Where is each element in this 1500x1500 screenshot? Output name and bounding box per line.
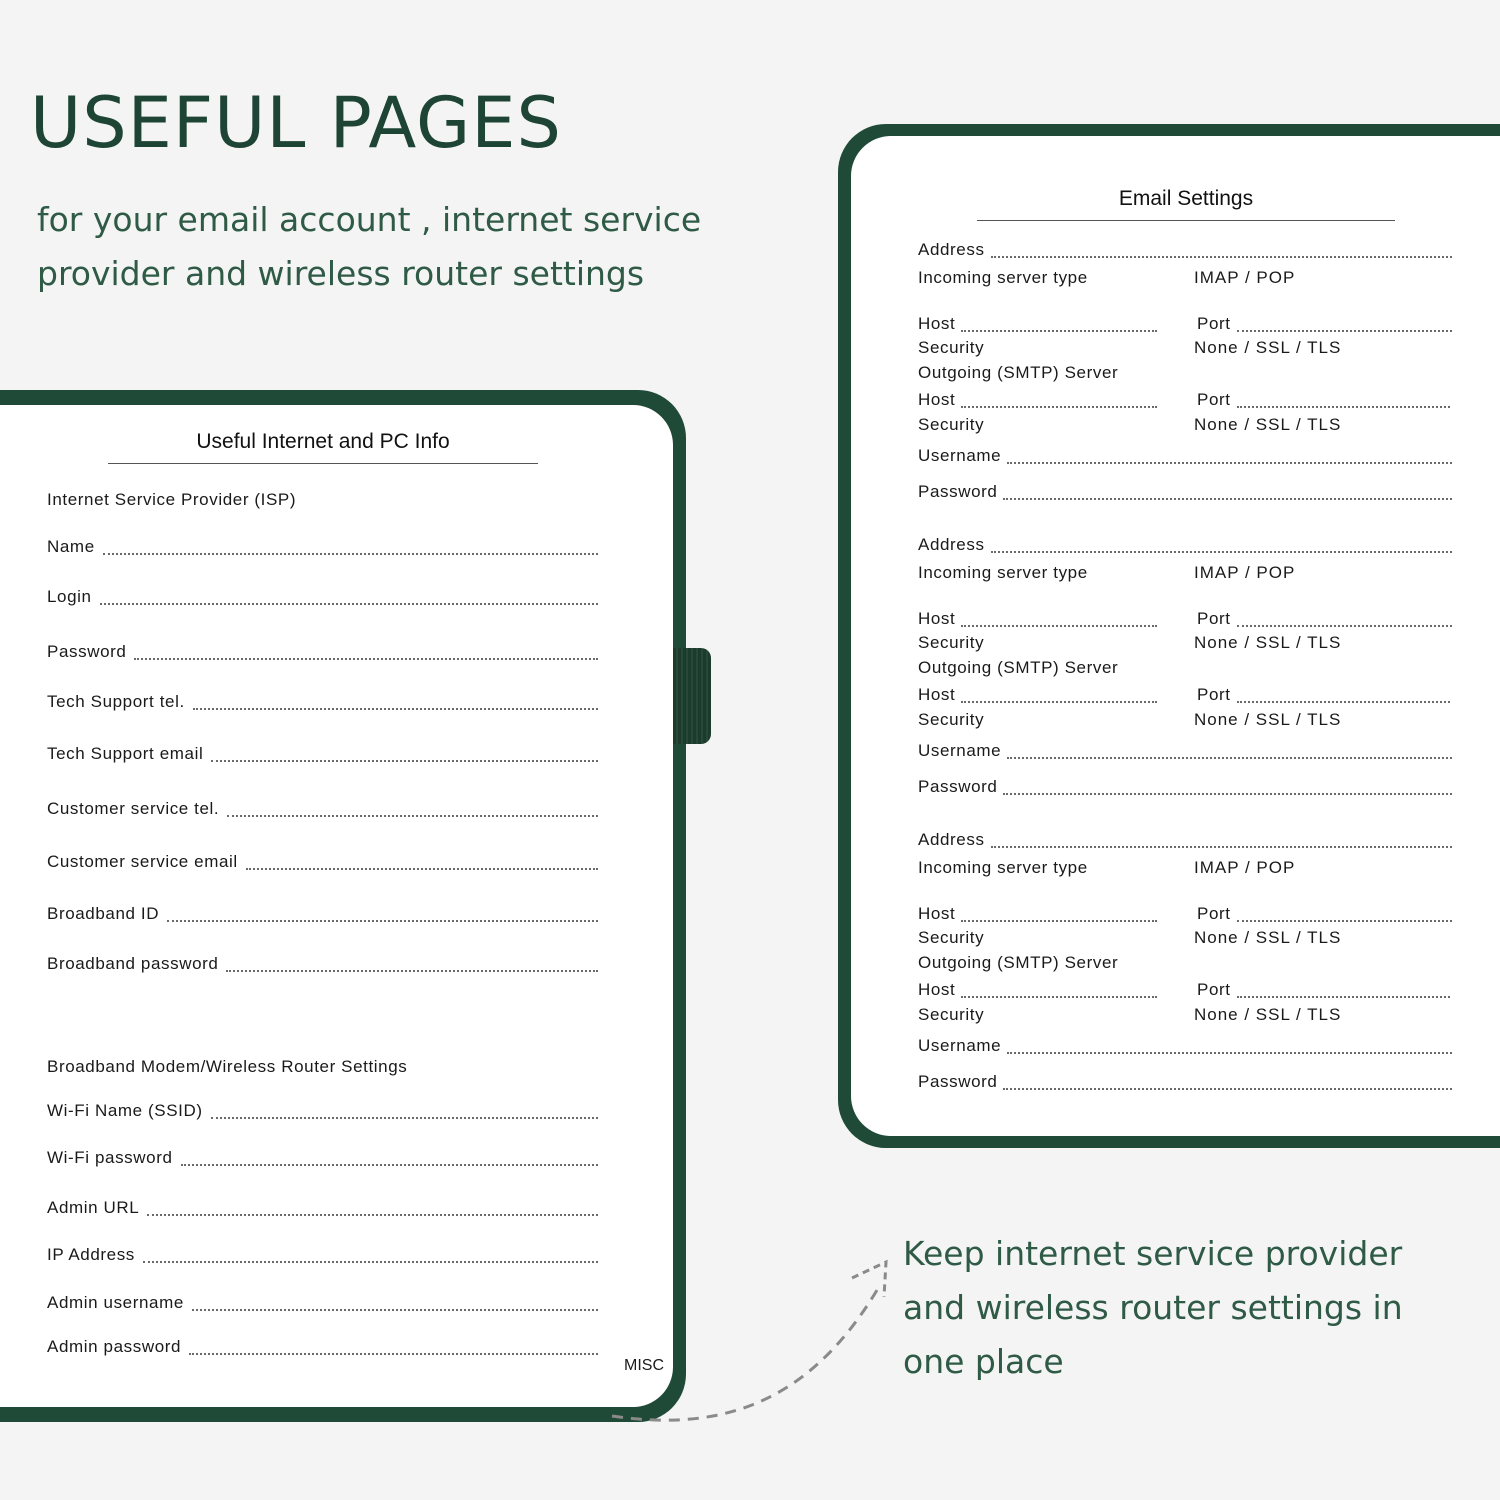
router-field-label: Wi-Fi Name (SSID) — [47, 1101, 203, 1120]
security-label: Security — [918, 415, 985, 434]
outgoing-server-label: Outgoing (SMTP) Server — [918, 953, 1119, 972]
security-label: Security — [918, 338, 985, 357]
username-label: Username — [918, 1036, 1002, 1055]
incoming-options: IMAP / POP — [1194, 563, 1296, 582]
isp-field-label: Tech Support tel. — [47, 692, 185, 711]
security-options: None / SSL / TLS — [1194, 415, 1342, 434]
incoming-server-type-label: Incoming server type — [918, 858, 1088, 877]
isp-field-label: Name — [47, 537, 95, 556]
caption-line: Keep internet service provider — [903, 1234, 1403, 1273]
incoming-options: IMAP / POP — [1194, 858, 1296, 877]
router-field-label: Admin URL — [47, 1198, 140, 1217]
host-label: Host — [918, 904, 956, 923]
host-label: Host — [918, 390, 956, 409]
isp-field-label: Password — [47, 642, 127, 661]
router-field-label: Wi-Fi password — [47, 1148, 173, 1167]
caption-line: one place — [903, 1342, 1064, 1381]
incoming-server-type-label: Incoming server type — [918, 563, 1088, 582]
password-label: Password — [918, 1072, 998, 1091]
incoming-server-type-label: Incoming server type — [918, 268, 1088, 287]
host-label: Host — [918, 609, 956, 628]
isp-field-label: Tech Support email — [47, 744, 204, 763]
caption-line: and wireless router settings in — [903, 1288, 1403, 1327]
port-label: Port — [1197, 904, 1231, 923]
isp-field-label: Broadband password — [47, 954, 219, 973]
security-options: None / SSL / TLS — [1194, 633, 1342, 652]
password-label: Password — [918, 777, 998, 796]
isp-field-label: Broadband ID — [47, 904, 160, 923]
headline: USEFUL PAGES — [30, 82, 562, 164]
username-label: Username — [918, 741, 1002, 760]
host-label: Host — [918, 314, 956, 333]
isp-field-label: Customer service email — [47, 852, 238, 871]
port-label: Port — [1197, 685, 1231, 704]
caption — [903, 1227, 1403, 1389]
router-field-label: Admin password — [47, 1337, 182, 1356]
host-label: Host — [918, 685, 956, 704]
address-label: Address — [918, 830, 985, 849]
router-field-label: IP Address — [47, 1245, 135, 1264]
incoming-options: IMAP / POP — [1194, 268, 1296, 287]
address-label: Address — [918, 535, 985, 554]
security-label: Security — [918, 1005, 985, 1024]
password-label: Password — [918, 482, 998, 501]
router-heading: Broadband Modem/Wireless Router Settings — [47, 1057, 408, 1076]
security-options: None / SSL / TLS — [1194, 710, 1342, 729]
security-label: Security — [918, 633, 985, 652]
port-label: Port — [1197, 390, 1231, 409]
port-label: Port — [1197, 980, 1231, 999]
outgoing-server-label: Outgoing (SMTP) Server — [918, 658, 1119, 677]
security-label: Security — [918, 710, 985, 729]
subtitle-line: for your email account , internet service — [37, 200, 702, 239]
misc-tab-label: MISC — [624, 1357, 664, 1374]
address-label: Address — [918, 240, 985, 259]
left-page-title: Useful Internet and PC Info — [196, 430, 450, 453]
port-label: Port — [1197, 609, 1231, 628]
isp-field-label: Login — [47, 587, 92, 606]
subtitle-line: provider and wireless router settings — [37, 254, 645, 293]
router-field-label: Admin username — [47, 1293, 184, 1312]
isp-field-label: Customer service tel. — [47, 799, 220, 818]
outgoing-server-label: Outgoing (SMTP) Server — [918, 363, 1119, 382]
right-page-title: Email Settings — [1118, 187, 1254, 210]
username-label: Username — [918, 446, 1002, 465]
security-options: None / SSL / TLS — [1194, 928, 1342, 947]
security-options: None / SSL / TLS — [1194, 338, 1342, 357]
port-label: Port — [1197, 314, 1231, 333]
host-label: Host — [918, 980, 956, 999]
isp-heading: Internet Service Provider (ISP) — [47, 490, 297, 509]
security-options: None / SSL / TLS — [1194, 1005, 1342, 1024]
security-label: Security — [918, 928, 985, 947]
